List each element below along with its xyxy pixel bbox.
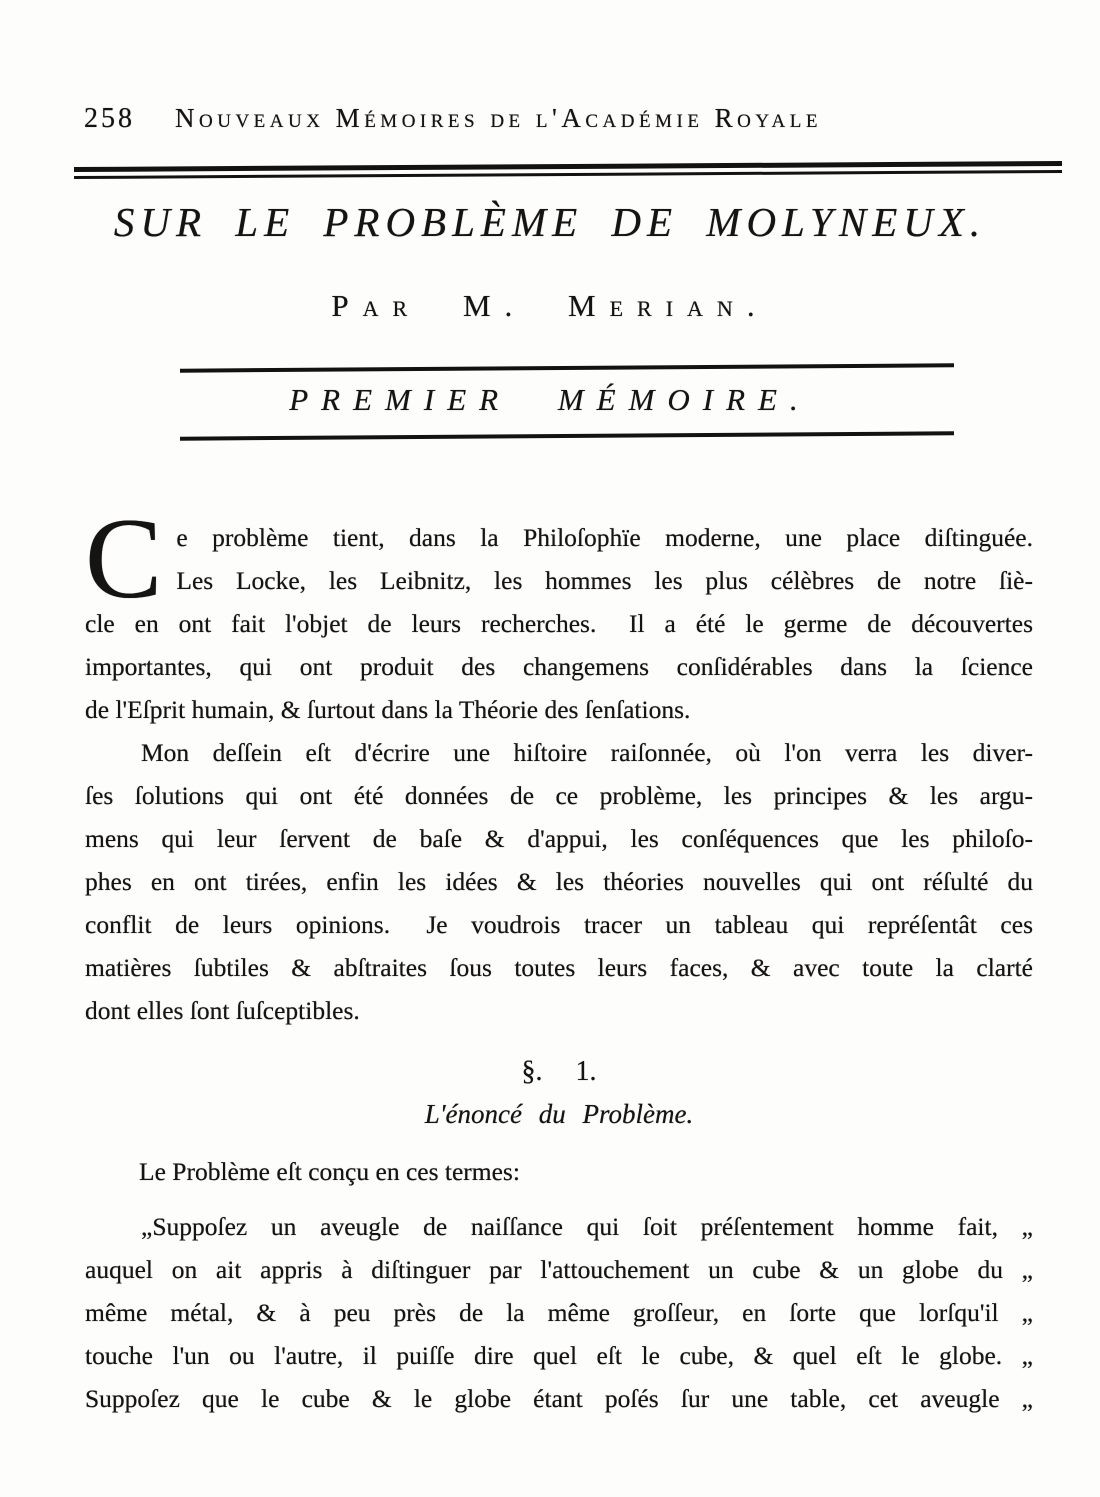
quotation-block [85,1205,1033,1420]
running-header [84,103,1040,135]
memoir-rule-bottom [180,431,954,440]
section-number: §. 1. [521,1056,597,1087]
quote-line: touche l'un ou l'autre, il puiſſe dire quel eſt le cube, & quel eſt le globe. „ [85,1341,1033,1370]
drop-cap: C [85,495,163,623]
section-intro: Le Problème eſt conçu en ces termes: [139,1157,520,1186]
quote-line: auquel on ait appris à diſtinguer par l'attouchement un cube & un globe du „ [85,1255,1033,1284]
section-title: L'énoncé du Problème. [424,1099,694,1129]
body-text-column [85,495,1033,1420]
paragraph-2 [85,731,1033,1032]
text-line: de l'Eſprit humain, & ſurtout dans la Théorie des ſenſations. [85,695,691,724]
running-title: Nouveaux Mémoires de l'Académie Royale [175,103,822,133]
byline: Par M. Merian. [331,288,769,323]
memoir-rule-top [180,363,954,372]
text-line: dont elles ſont ſuſceptibles. [85,996,360,1025]
text-line: phes en ont tirées, enfin les idées & les théories nouvelles qui ont réſulté du [85,867,1033,896]
text-line: conflit de leurs opinions. Je voudrois tracer un tableau qui repréſentât ces [85,910,1033,939]
paragraph-1 [85,495,1033,731]
text-line: e problème tient, dans la Philoſophïe moderne, une place diſtinguée. [176,523,1033,552]
memoir-title: PREMIER MÉMOIRE. [289,382,811,417]
text-line: mens qui leur ſervent de baſe & d'appui, les conſéquences que les philoſo- [85,824,1033,853]
quote-line: „Suppoſez un aveugle de naiſſance qui ſoit préſentement homme fait, „ [141,1212,1033,1241]
text-line: Mon deſſein eſt d'écrire une hiſtoire raiſonnée, où l'on verra les diver- [141,738,1033,767]
page-number: 258 [84,103,135,134]
quote-line: Suppoſez que le cube & le globe étant poſés ſur une table, cet aveugle „ [85,1384,1033,1413]
text-line: ſes ſolutions qui ont été données de ce problème, les principes & les argu- [85,781,1033,810]
text-line: matières ſubtiles & abſtraites ſous toutes leurs faces, & avec toute la clarté [85,953,1033,982]
text-line: Les Locke, les Leibnitz, les hommes les plus célèbres de notre ſiè- [176,566,1033,595]
text-line: importantes, qui ont produit des changemens conſidérables dans la ſcience [85,652,1033,681]
text-line: cle en ont fait l'objet de leurs recherches. Il a été le germe de découvertes [85,609,1033,638]
article-title: SUR LE PROBLÈME DE MOLYNEUX. [113,199,987,245]
quote-line: même métal, & à peu près de la même groſſeur, en ſorte que lorſqu'il „ [85,1298,1033,1327]
header-double-rule [74,161,1062,179]
